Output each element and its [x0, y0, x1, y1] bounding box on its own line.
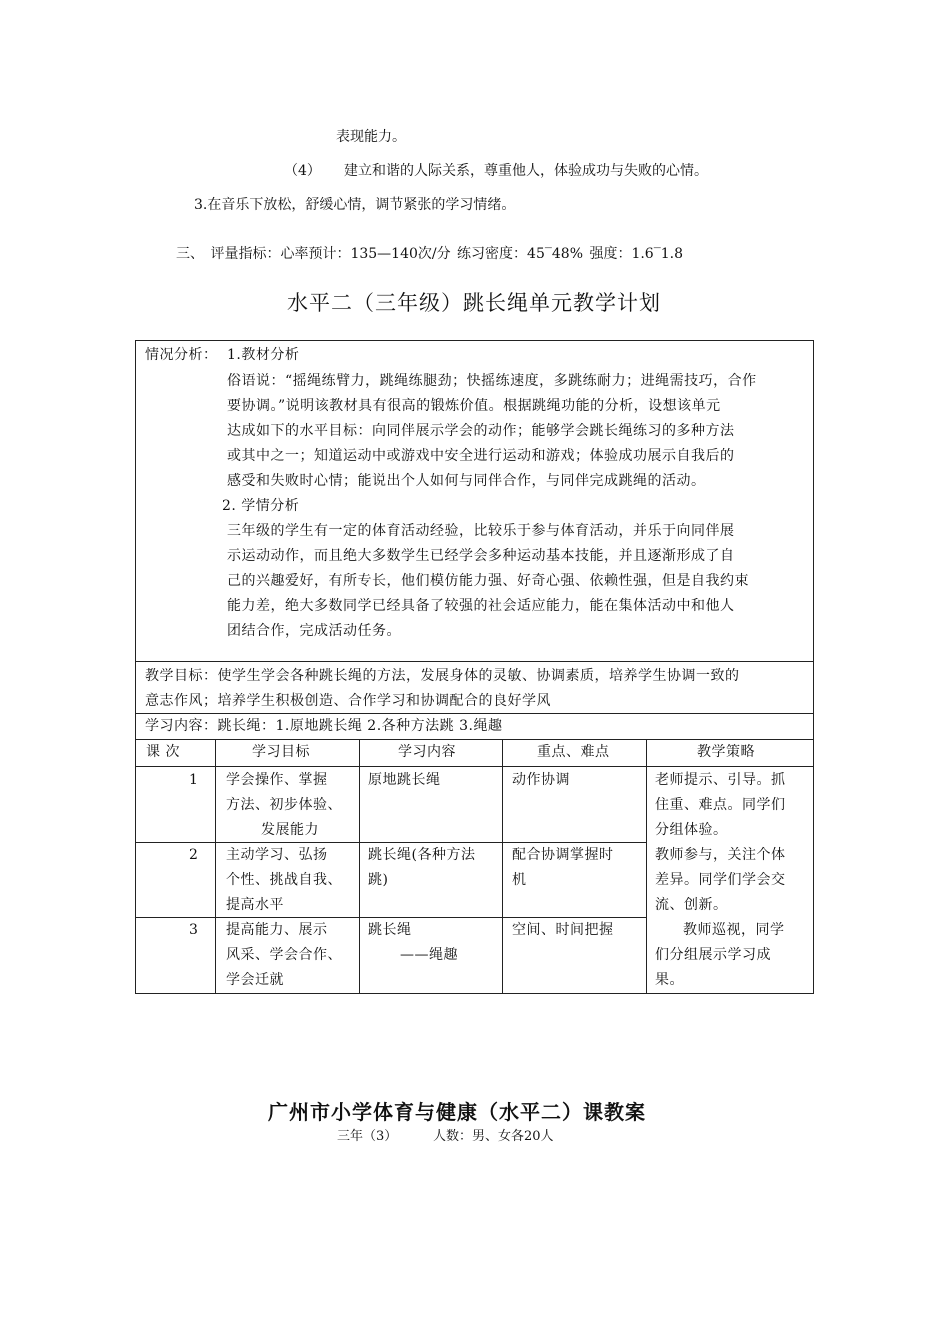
analysis-subheading-material: 1.教材分析	[227, 347, 300, 363]
header-teaching-strategy: 教学策略	[697, 744, 755, 760]
situation-analysis-box	[135, 340, 814, 662]
analysis-label: 情况分析：	[145, 347, 218, 363]
analysis-line: 俗语说：“摇绳练臂力，跳绳练腿劲；快摇练速度，多跳练耐力；进绳需技巧，合作	[227, 373, 757, 389]
analysis-line: 感受和失败时心情；能说出个人如何与同伴合作，与同伴完成跳绳的活动。	[227, 473, 706, 489]
table-row-2-goal: 主动学习、弘扬 个性、挑战自我、 提高水平	[226, 847, 342, 913]
analysis-paragraph	[227, 369, 757, 494]
student-line: 示运动动作，而且绝大多数学生已经学会多种运动基本技能，并且逐渐形成了自	[227, 548, 735, 564]
analysis-subheading-students: 2. 学情分析	[222, 498, 300, 514]
table-row-2-content: 跳长绳(各种方法 跳)	[368, 847, 476, 888]
top-line-2-number: （4）	[284, 163, 321, 179]
table-row-3-goal: 提高能力、展示 风采、学会合作、 学会迁就	[226, 922, 342, 988]
learning-content: 学习内容：跳长绳：1.原地跳长绳 2.各种方法跳 3.绳趣	[145, 718, 503, 734]
analysis-line: 达成如下的水平目标：向同伴展示学会的动作；能够学会跳长绳练习的多种方法	[227, 423, 735, 439]
header-key-points: 重点、难点	[537, 744, 610, 760]
table-row-1-goal: 学会操作、掌握 方法、初步体验、 发展能力	[226, 772, 342, 838]
table-row-2-focus: 配合协调掌握时 机	[512, 847, 614, 888]
table-row-2-number: 2	[189, 847, 199, 863]
table-row-3-content: 跳长绳 ——绳趣	[368, 922, 458, 963]
goal-line: 教学目标：使学生学会各种跳长绳的方法，发展身体的灵敏、协调素质，培养学生协调一致的	[145, 668, 740, 684]
table-row-3-focus: 空间、时间把握	[512, 922, 614, 938]
header-learning-content: 学习内容	[398, 744, 456, 760]
unit-plan-title: 水平二（三年级）跳长绳单元教学计划	[287, 291, 661, 315]
student-count: 人数：男、女各20人	[433, 1129, 554, 1144]
table-row-3-number: 3	[189, 922, 199, 938]
teaching-goals-box	[135, 661, 814, 714]
header-lesson-number: 课 次	[146, 744, 180, 760]
teaching-strategy-text: 老师提示、引导。抓 住重、难点。同学们 分组体验。 教师参与，关注个体 差异。同学们学会交 流、创新。 教师巡视，同学 们分组展示学习成 果。	[655, 772, 786, 988]
teaching-goals	[145, 664, 740, 714]
class-info: 三年（3）	[337, 1129, 398, 1144]
table-row-1-content: 原地跳长绳	[368, 772, 441, 788]
student-analysis-paragraph	[227, 519, 749, 644]
top-line-3: 3.在音乐下放松，舒缓心情，调节紧张的学习情绪。	[194, 197, 516, 213]
analysis-line: 或其中之一；知道运动中或游戏中安全进行运动和游戏；体验成功展示自我后的	[227, 448, 735, 464]
lesson-plan-title: 广州市小学体育与健康（水平二）课教案	[268, 1100, 646, 1124]
evaluation-indicators: 三、 评量指标：心率预计：135—140次/分 练习密度：45‾48% 强度：1.6‾1.8	[176, 246, 683, 262]
top-line-2-text: 建立和谐的人际关系，尊重他人，体验成功与失败的心情。	[344, 163, 708, 179]
student-line: 己的兴趣爱好，有所专长，他们模仿能力强、好奇心强、依赖性强，但是自我约束	[227, 573, 749, 589]
table-row-1-focus: 动作协调	[512, 772, 570, 788]
lesson-table	[135, 739, 814, 994]
learning-content-box	[135, 713, 814, 740]
top-line-1: 表现能力。	[336, 129, 406, 145]
student-line: 团结合作，完成活动任务。	[227, 623, 401, 639]
student-line: 能力差，绝大多数同学已经具备了较强的社会适应能力，能在集体活动中和他人	[227, 598, 735, 614]
header-learning-goal: 学习目标	[252, 744, 310, 760]
analysis-line: 要协调。”说明该教材具有很高的锻炼价值。根据跳绳功能的分析，设想该单元	[227, 398, 721, 414]
goal-line: 意志作风；培养学生积极创造、合作学习和协调配合的良好学风	[145, 693, 551, 709]
student-line: 三年级的学生有一定的体育活动经验，比较乐于参与体育活动，并乐于向同伴展	[227, 523, 735, 539]
table-row-1-number: 1	[189, 772, 199, 788]
